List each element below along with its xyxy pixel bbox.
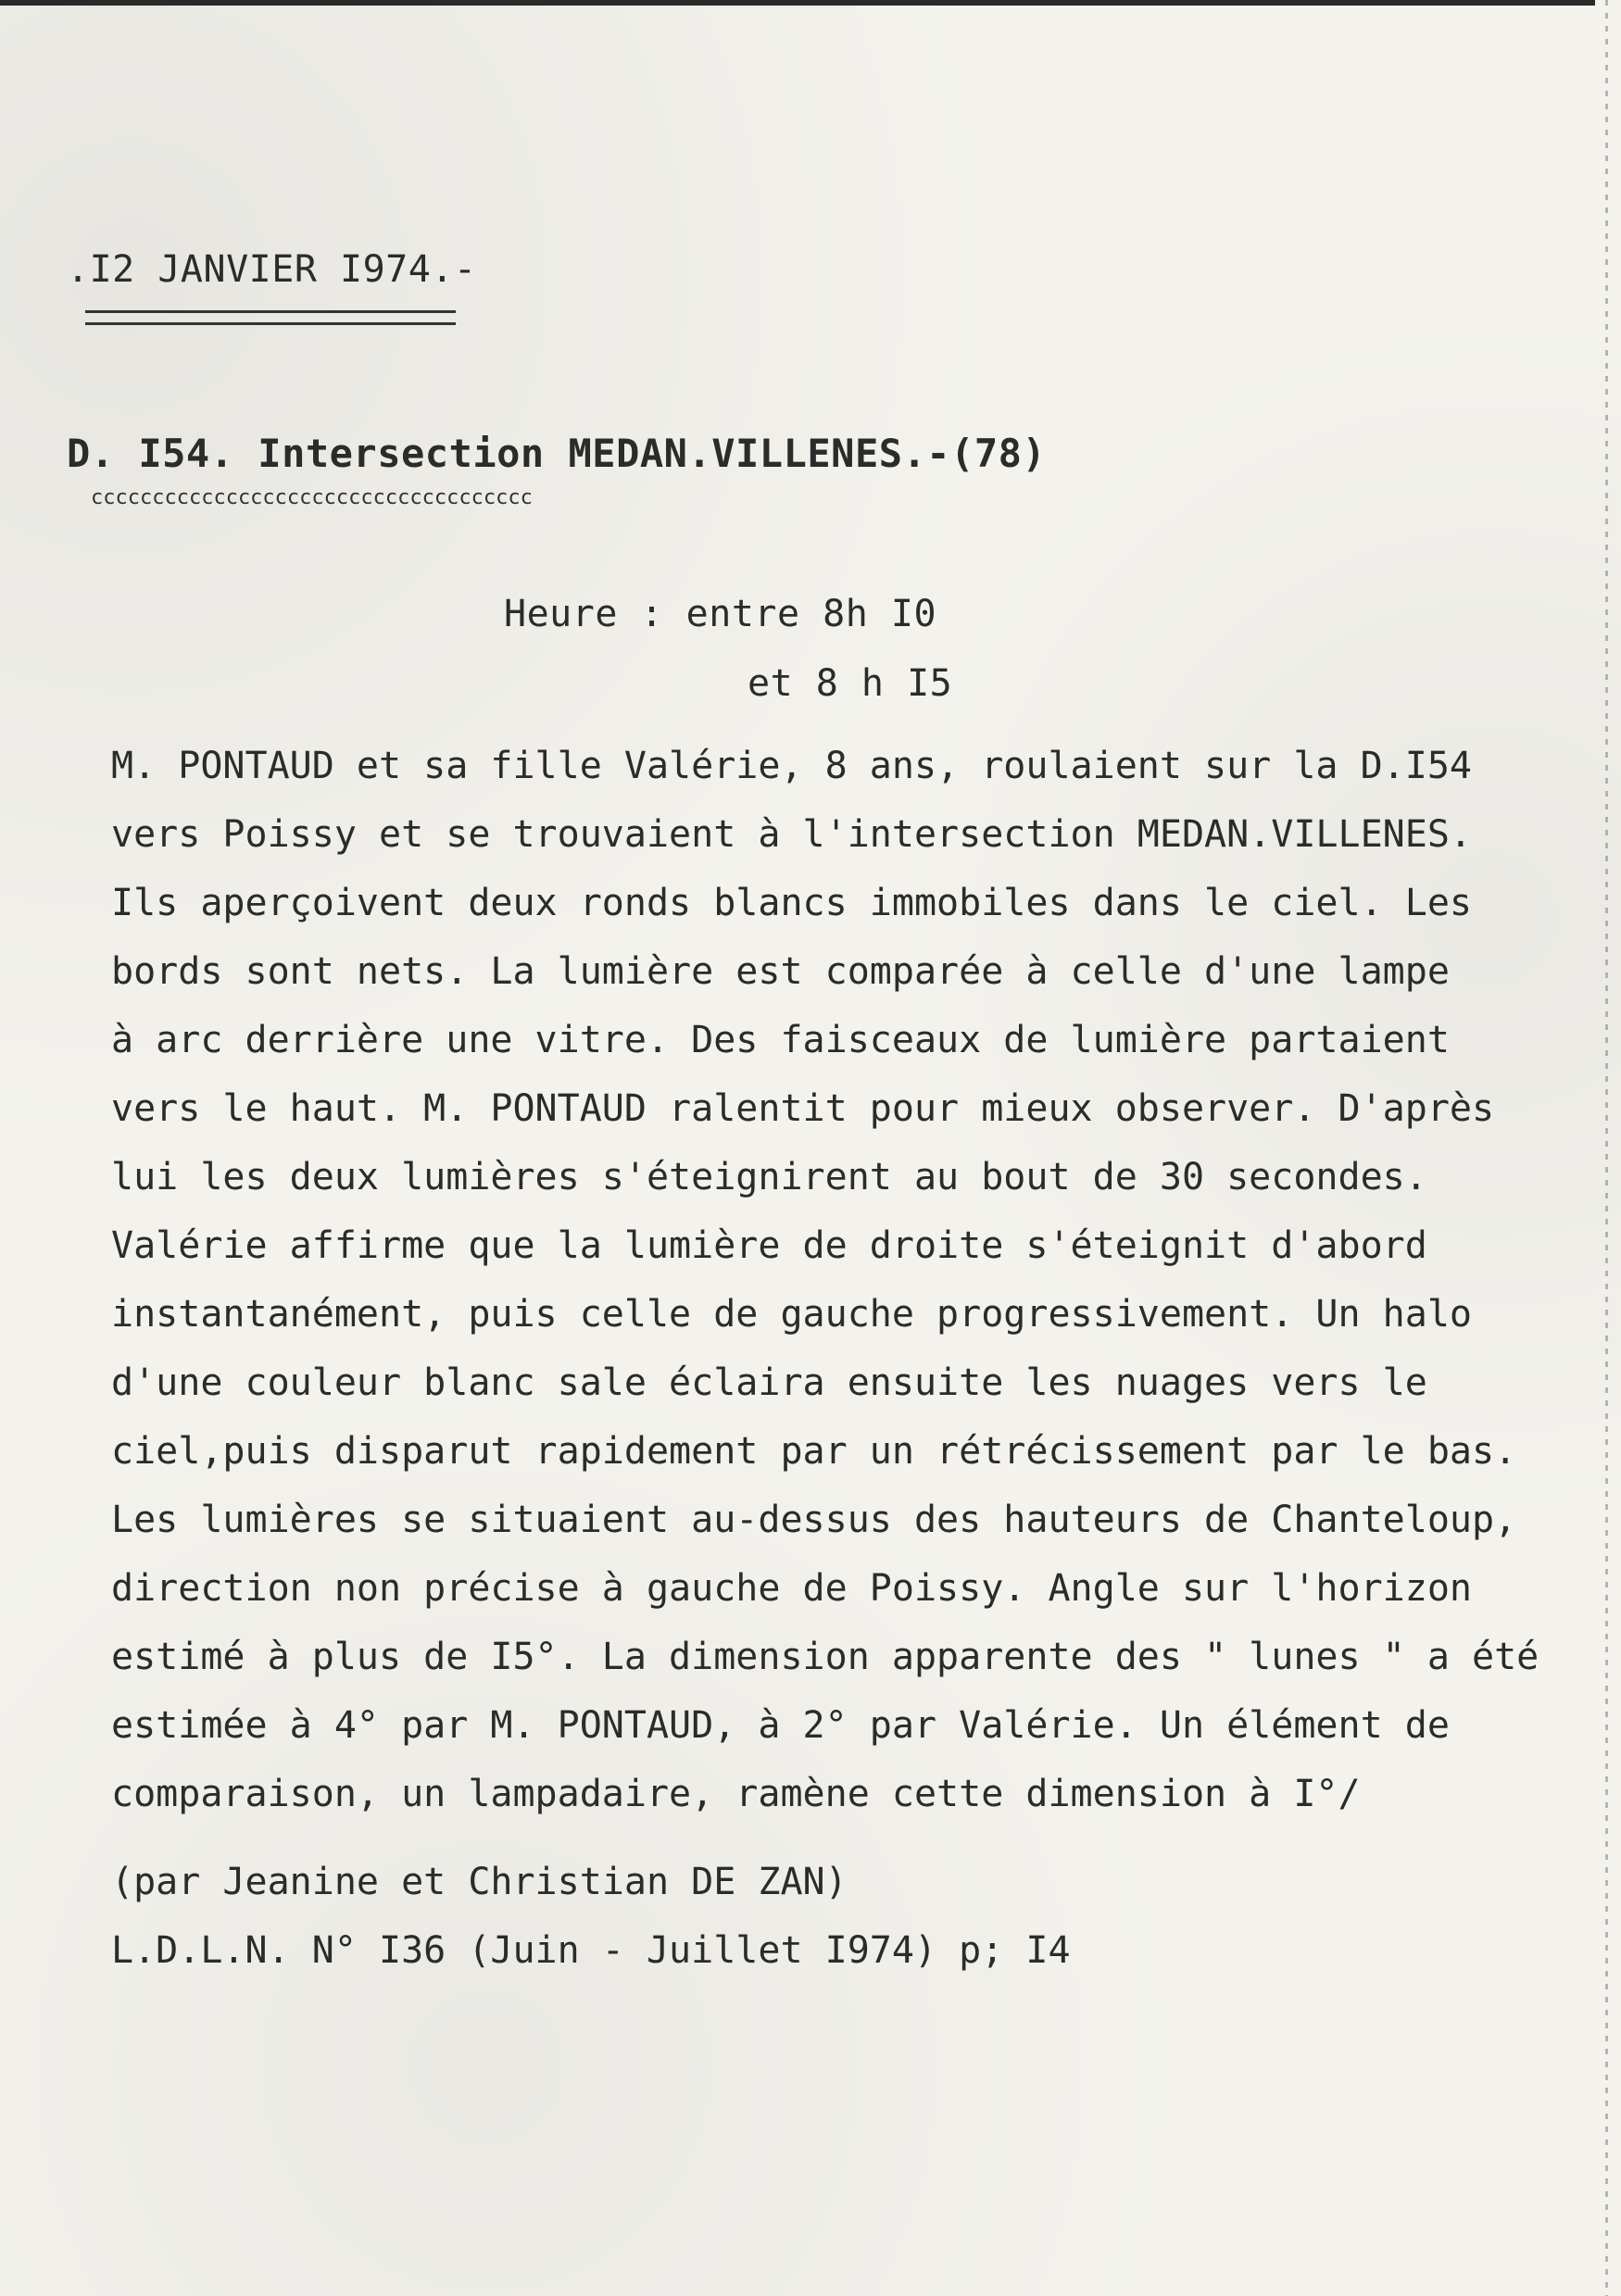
source-authors: (par Jeanine et Christian DE ZAN) — [111, 1861, 848, 1903]
body-line: d'une couleur blanc sale éclaira ensuite les nuages vers le — [111, 1361, 1427, 1404]
body-line: M. PONTAUD et sa fille Valérie, 8 ans, roulaient sur la D.I54 — [111, 745, 1473, 787]
date-underline — [85, 310, 456, 325]
heading-underline: cccccccccccccccccccccccccccccccccccc — [91, 486, 533, 509]
top-border — [0, 0, 1595, 6]
body-line: vers Poissy et se trouvaient à l'intersection MEDAN.VILLENES. — [111, 813, 1473, 856]
body-line: Valérie affirme que la lumière de droite s'éteignit d'abord — [111, 1224, 1427, 1267]
report-body — [111, 732, 1556, 1828]
body-line: lui les deux lumières s'éteignirent au bout de 30 secondes. — [111, 1156, 1427, 1198]
page-edge — [1605, 0, 1608, 2296]
source-citation — [111, 1848, 1071, 1985]
body-line: Les lumières se situaient au-dessus des hauteurs de Chanteloup, — [111, 1499, 1517, 1541]
body-line: instantanément, puis celle de gauche progressivement. Un halo — [111, 1293, 1473, 1336]
body-line: Ils aperçoivent deux ronds blancs immobiles dans le ciel. Les — [111, 882, 1473, 924]
time-line-2: et 8 h I5 — [748, 662, 953, 705]
body-line: ciel,puis disparut rapidement par un rétrécissement par le bas. — [111, 1430, 1517, 1473]
body-line: vers le haut. M. PONTAUD ralentit pour mieux observer. D'après — [111, 1087, 1495, 1130]
body-line: direction non précise à gauche de Poissy. Angle sur l'horizon — [111, 1567, 1473, 1610]
report-date: .I2 JANVIER I974.- — [67, 248, 477, 291]
time-line-1: Heure : entre 8h I0 — [504, 593, 937, 635]
body-line: comparaison, un lampadaire, ramène cette dimension à I°/ — [111, 1773, 1361, 1815]
body-line: bords sont nets. La lumière est comparée à celle d'une lampe — [111, 950, 1450, 993]
location-heading: D. I54. Intersection MEDAN.VILLENES.-(78) — [67, 431, 1047, 476]
source-reference: L.D.L.N. N° I36 (Juin - Juillet I974) p; I4 — [111, 1929, 1071, 1972]
body-line: à arc derrière une vitre. Des faisceaux de lumière partaient — [111, 1019, 1450, 1061]
body-line: estimé à plus de I5°. La dimension apparente des " lunes " a été — [111, 1636, 1539, 1678]
body-line: estimée à 4° par M. PONTAUD, à 2° par Valérie. Un élément de — [111, 1704, 1450, 1747]
